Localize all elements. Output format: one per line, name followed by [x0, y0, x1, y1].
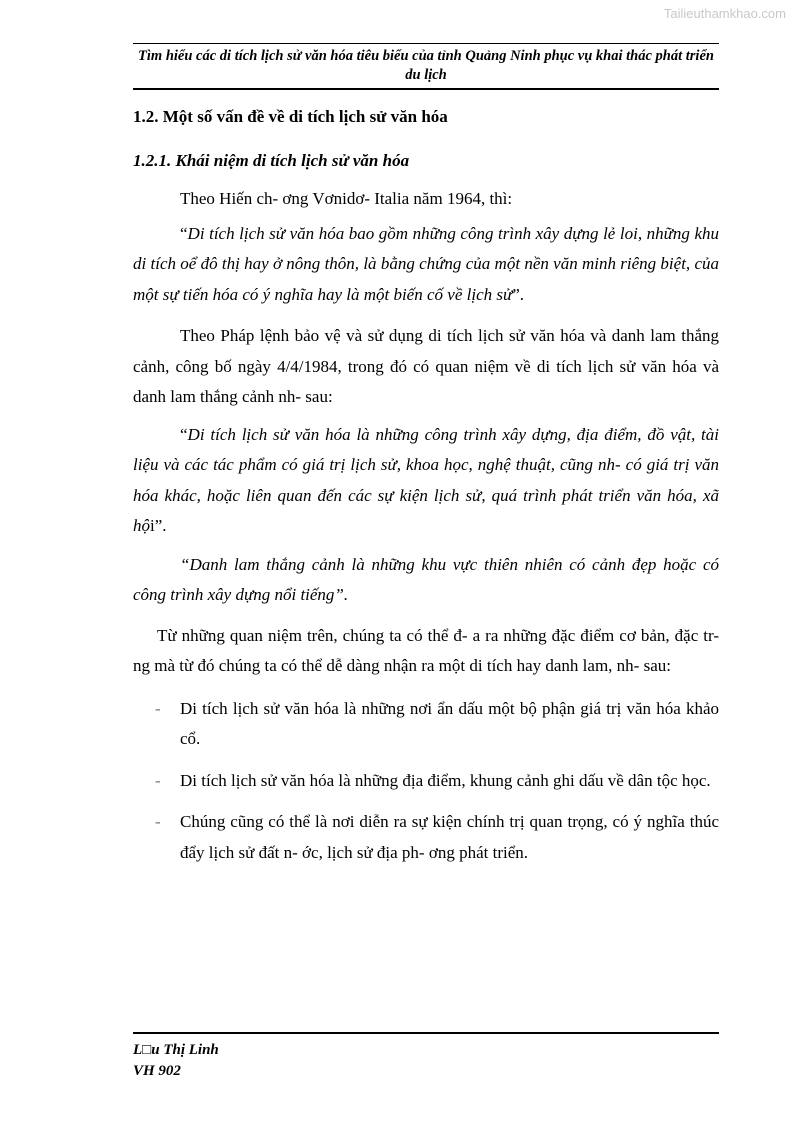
footer: [133, 1040, 219, 1082]
section-heading: 1.2. Một số vấn đề về di tích lịch sử văn hóa: [133, 107, 448, 126]
watermark: Tailieuthamkhao.com: [663, 6, 786, 21]
page-content: [133, 106, 719, 879]
header-bottom-rule: [133, 88, 719, 90]
list-item: [133, 694, 719, 755]
footer-author: L□u Thị Linh: [133, 1042, 219, 1058]
quote-paragraph-2: [133, 420, 719, 542]
quote-text: Di tích lịch sử văn hóa bao gồm những công trình xây dựng lẻ loi, những khu di tích oể đô thị hay ở nông thôn, là bằng chứng của một nền văn minh riêng biệt, của một sự tiến hóa có ý nghĩa hay là một biến cố về lịch sử: [133, 223, 719, 304]
quote-open: “: [180, 223, 188, 243]
list-item-text: Di tích lịch sử văn hóa là những nơi ẩn dấu một bộ phận giá trị văn hóa khảo cổ.: [180, 698, 719, 748]
list-item: [133, 807, 719, 868]
feature-list: [133, 694, 719, 869]
quote-open: “: [180, 424, 188, 444]
quote-close: ”.: [512, 284, 525, 304]
footer-class-code: VH 902: [133, 1063, 181, 1079]
quote-text: Di tích lịch sử văn hóa là những công trình xây dựng, địa điểm, đồ vật, tài liệu và các tác phẩm có giá trị lịch sử, khoa học, nghệ thuật, cũng nh- có giá trị văn hóa khác, hoặc liên quan đến các sự kiện lịch sử, quá trình phát triển văn hóa, xã hộ: [133, 424, 719, 535]
header-top-rule: [133, 43, 719, 44]
bullet-dash: -: [155, 698, 161, 718]
list-item: [133, 766, 719, 797]
quote-paragraph-1: [133, 219, 719, 311]
quote-close: i”.: [150, 516, 167, 535]
paragraph-phap-lenh: Theo Pháp lệnh bảo vệ và sử dụng di tích lịch sử văn hóa và danh lam thắng cảnh, công bố ngày 4/4/1984, trong đó có quan niệm về di tích lịch sử văn hóa và danh lam thắng cảnh nh- sau:: [133, 326, 719, 406]
bullet-dash: -: [155, 770, 161, 790]
running-header: Tìm hiểu các di tích lịch sử văn hóa tiêu biểu của tỉnh Quảng Ninh phục vụ khai thác phát triển du lịch: [138, 48, 714, 83]
paragraph-tu-nhung: Từ những quan niệm trên, chúng ta có thể đ- a ra những đặc điểm cơ bản, đặc tr- ng mà từ đó chúng ta có thể dễ dàng nhận ra một di tích hay danh lam, nh- sau:: [133, 625, 719, 675]
list-item-text: Di tích lịch sử văn hóa là những địa điểm, khung cảnh ghi dấu về dân tộc học.: [180, 770, 711, 790]
footer-rule: [133, 1032, 719, 1034]
bullet-dash: -: [155, 812, 161, 831]
list-item-text: Chúng cũng có thể là nơi diễn ra sự kiện chính trị quan trọng, có ý nghĩa thúc đẩy lịch sử đất n- ớc, lịch sử địa ph- ơng phát triển.: [180, 812, 719, 862]
quote-paragraph-3: “Danh lam thắng cảnh là những khu vực thiên nhiên có cảnh đẹp hoặc có công trình xây dựng nổi tiếng”.: [133, 554, 719, 604]
subsection-heading: 1.2.1. Khái niệm di tích lịch sử văn hóa: [133, 151, 410, 170]
paragraph-hien-chuong: Theo Hiến ch- ơng Vơnidơ- Italia năm 1964, thì:: [180, 189, 513, 208]
